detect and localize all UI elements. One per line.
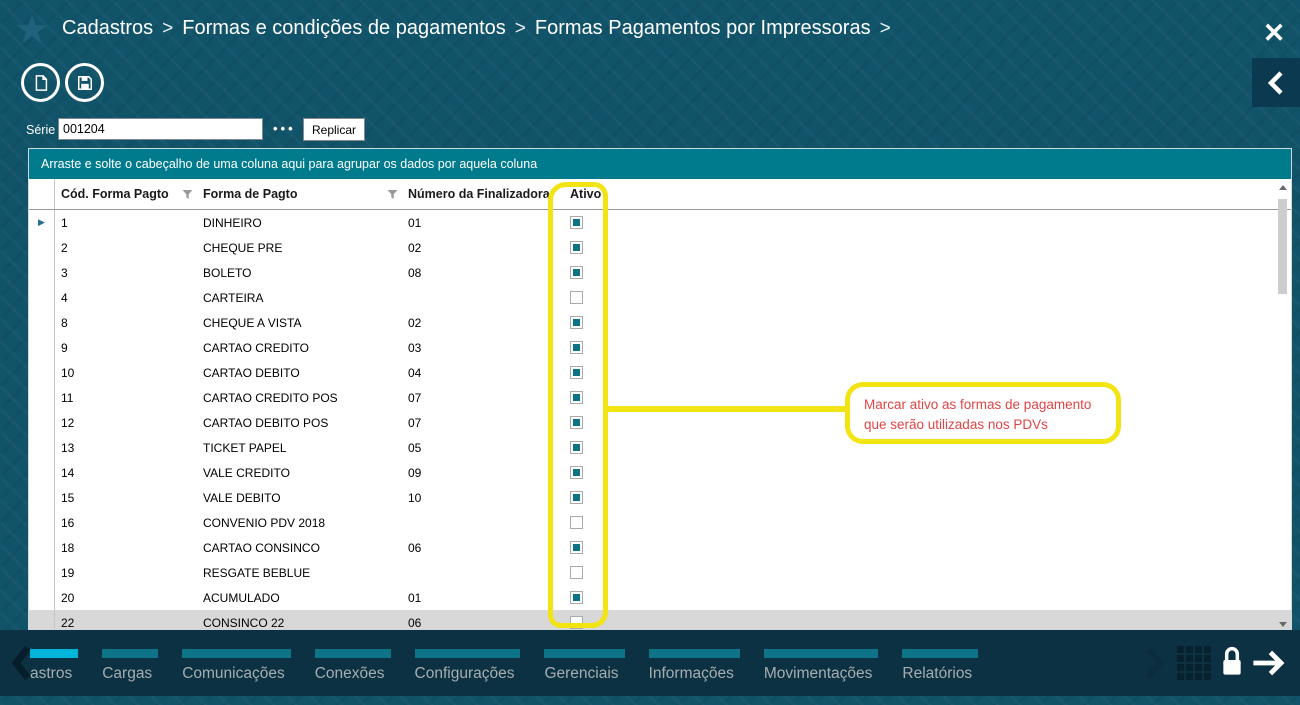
cell-numero-finalizadora: 07 (408, 390, 422, 405)
cell-cod-forma-pagto: 14 (61, 465, 75, 480)
cell-numero-finalizadora: 06 (408, 540, 422, 555)
breadcrumb-item[interactable]: Formas Pagamentos por Impressoras (534, 17, 871, 39)
cell-cod-forma-pagto: 16 (61, 515, 75, 530)
cell-cod-forma-pagto: 4 (61, 290, 68, 305)
row-indicator (29, 610, 55, 630)
annotation-text-line2: que serão utilizadas nos PDVs (864, 416, 1048, 432)
table-row[interactable] (29, 335, 1291, 360)
tab-label: Movimentações (763, 665, 873, 682)
annotation-connector-line (606, 406, 848, 412)
ativo-checkbox[interactable] (570, 216, 583, 229)
cell-cod-forma-pagto: 1 (61, 215, 68, 230)
bottom-tab-astros[interactable] (30, 649, 78, 683)
cell-numero-finalizadora: 09 (408, 465, 422, 480)
row-indicator (29, 310, 55, 335)
cell-cod-forma-pagto: 9 (61, 340, 68, 355)
row-indicator (29, 410, 55, 435)
tab-indicator-bar (315, 649, 391, 658)
bottom-navigation-bar (0, 630, 1300, 696)
table-row[interactable] (29, 485, 1291, 510)
breadcrumb-separator: > (514, 17, 526, 39)
cell-ativo (564, 291, 624, 304)
forward-arrow-icon[interactable] (1250, 646, 1288, 685)
table-row[interactable] (29, 560, 1291, 585)
bottom-tab-relatorios[interactable] (902, 649, 978, 683)
column-header-forma-de-pagto[interactable]: Forma de Pagto (197, 187, 402, 201)
column-header-cod-forma-pagto[interactable]: Cód. Forma Pagto (55, 187, 197, 201)
cell-forma-de-pagto: CARTEIRA (203, 290, 264, 305)
ativo-checkbox[interactable] (570, 491, 583, 504)
cell-cod-forma-pagto: 18 (61, 540, 75, 555)
cell-numero-finalizadora: 06 (408, 615, 422, 630)
cell-cod-forma-pagto: 13 (61, 440, 75, 455)
ativo-checkbox[interactable] (570, 241, 583, 254)
cell-ativo (564, 616, 624, 629)
bottom-tab-comunicacoes[interactable] (182, 649, 291, 683)
breadcrumb-item[interactable]: Cadastros (62, 17, 154, 39)
collapse-panel-button[interactable] (1252, 58, 1300, 107)
cell-cod-forma-pagto: 10 (61, 365, 75, 380)
cell-numero-finalizadora: 02 (408, 315, 422, 330)
cell-forma-de-pagto: CHEQUE A VISTA (203, 315, 302, 330)
bottom-tab-gerenciais[interactable] (544, 649, 624, 683)
bottom-tab-conexoes[interactable] (315, 649, 391, 683)
vertical-scrollbar[interactable] (1277, 185, 1288, 627)
save-floppy-icon (75, 73, 95, 93)
serie-input[interactable] (58, 118, 263, 140)
cell-forma-de-pagto: VALE CREDITO (203, 465, 290, 480)
cell-forma-de-pagto: CARTAO CREDITO POS (203, 390, 338, 405)
cell-cod-forma-pagto: 15 (61, 490, 75, 505)
ativo-checkbox[interactable] (570, 266, 583, 279)
tab-label: Gerenciais (544, 665, 619, 682)
cell-forma-de-pagto: CARTAO DEBITO POS (203, 415, 329, 430)
ativo-checkbox[interactable] (570, 616, 583, 629)
scrollbar-thumb[interactable] (1278, 199, 1287, 294)
cell-forma-de-pagto: ACUMULADO (203, 590, 280, 605)
filter-icon[interactable] (387, 189, 398, 200)
bottom-tab-movimentacoes[interactable] (764, 649, 879, 683)
cell-forma-de-pagto: CARTAO CONSINCO (203, 540, 320, 555)
cell-cod-forma-pagto: 20 (61, 590, 75, 605)
current-row-arrow-icon: ▶ (38, 217, 45, 227)
cell-ativo (564, 491, 624, 504)
table-row[interactable] (29, 210, 1291, 235)
scroll-up-icon[interactable] (1279, 185, 1287, 190)
ativo-checkbox[interactable] (570, 291, 583, 304)
replicar-button[interactable]: Replicar (303, 118, 365, 141)
save-button[interactable] (65, 63, 104, 102)
cell-forma-de-pagto: VALE DEBITO (203, 490, 281, 505)
cell-numero-finalizadora: 10 (408, 490, 422, 505)
cell-forma-de-pagto: BOLETO (203, 265, 252, 280)
table-row[interactable] (29, 585, 1291, 610)
tab-indicator-bar (649, 649, 740, 658)
cell-numero-finalizadora: 04 (408, 365, 422, 380)
cell-numero-finalizadora: 07 (408, 415, 422, 430)
cell-forma-de-pagto: CONSINCO 22 (203, 615, 285, 630)
cell-ativo (564, 441, 624, 454)
lookup-ellipsis-button[interactable]: ••• (273, 121, 296, 136)
cell-numero-finalizadora: 01 (408, 215, 422, 230)
cell-forma-de-pagto: TICKET PAPEL (203, 440, 287, 455)
table-row[interactable] (29, 610, 1291, 630)
cell-cod-forma-pagto: 2 (61, 240, 68, 255)
row-indicator (29, 260, 55, 285)
ativo-checkbox[interactable] (570, 441, 583, 454)
bottom-tabs (30, 649, 978, 683)
annotation-text-line1: Marcar ativo as formas de pagamento (864, 397, 1092, 412)
close-icon[interactable]: ✕ (1262, 18, 1286, 48)
cell-numero-finalizadora: 03 (408, 340, 422, 355)
cell-forma-de-pagto: DINHEIRO (203, 215, 262, 230)
table-row[interactable] (29, 235, 1291, 260)
tab-indicator-bar (30, 649, 78, 658)
tab-label: Relatórios (902, 665, 973, 682)
group-by-bar[interactable]: Arraste e solte o cabeçalho de uma coluna aqui para agrupar os dados por aquela coluna (29, 149, 1291, 179)
apps-grid-icon[interactable] (1177, 646, 1211, 680)
cell-numero-finalizadora: 02 (408, 240, 422, 255)
grid-header-row (29, 179, 1291, 210)
ativo-checkbox[interactable] (570, 566, 583, 579)
row-indicator (29, 485, 55, 510)
row-indicator (29, 385, 55, 410)
ativo-checkbox[interactable] (570, 541, 583, 554)
row-indicator (29, 460, 55, 485)
tab-label: Comunicações (182, 665, 285, 682)
cell-cod-forma-pagto: 19 (61, 565, 75, 580)
lock-icon[interactable] (1216, 644, 1248, 685)
cell-ativo (564, 391, 624, 404)
breadcrumb-item[interactable]: Formas e condições de pagamentos (182, 17, 506, 39)
cell-ativo (564, 566, 624, 579)
row-indicator (29, 285, 55, 310)
row-indicator (29, 360, 55, 385)
cell-ativo (564, 266, 624, 279)
tab-indicator-bar (764, 649, 879, 658)
table-row[interactable] (29, 310, 1291, 335)
row-indicator (29, 210, 55, 235)
cell-forma-de-pagto: CONVENIO PDV 2018 (203, 515, 326, 530)
cell-ativo (564, 416, 624, 429)
row-indicator (29, 560, 55, 585)
cell-ativo (564, 316, 624, 329)
tab-indicator-bar (902, 649, 978, 658)
cell-ativo (564, 591, 624, 604)
ativo-checkbox[interactable] (570, 316, 583, 329)
tab-label: Configurações (414, 665, 515, 682)
table-row[interactable] (29, 285, 1291, 310)
cell-ativo (564, 516, 624, 529)
column-header-ativo[interactable]: Ativo (570, 187, 602, 201)
nav-scroll-right-icon[interactable] (1143, 646, 1165, 685)
tab-label: Cargas (102, 665, 153, 682)
cell-forma-de-pagto: CHEQUE PRE (203, 240, 283, 255)
column-header-numero-finalizadora[interactable]: Número da Finalizadora (408, 187, 550, 201)
ativo-checkbox[interactable] (570, 591, 583, 604)
ativo-checkbox[interactable] (570, 391, 583, 404)
cell-ativo (564, 341, 624, 354)
bottom-tab-cargas[interactable] (102, 649, 158, 683)
header-indicator-cell (29, 179, 55, 209)
breadcrumb-separator: > (879, 17, 891, 39)
chevron-left-icon (1265, 70, 1287, 96)
row-indicator (29, 510, 55, 535)
ativo-checkbox[interactable] (570, 416, 583, 429)
tab-indicator-bar (544, 649, 624, 658)
table-row[interactable] (29, 535, 1291, 560)
tab-label: astros (30, 665, 73, 682)
ativo-checkbox[interactable] (570, 341, 583, 354)
cell-ativo (564, 241, 624, 254)
cell-ativo (564, 216, 624, 229)
row-indicator (29, 585, 55, 610)
cell-cod-forma-pagto: 12 (61, 415, 75, 430)
cell-cod-forma-pagto: 3 (61, 265, 68, 280)
bottom-tab-informacoes[interactable] (649, 649, 740, 683)
cell-numero-finalizadora: 08 (408, 265, 422, 280)
cell-cod-forma-pagto: 22 (61, 615, 75, 630)
tab-indicator-bar (182, 649, 291, 658)
tab-indicator-bar (102, 649, 158, 658)
annotation-callout (845, 382, 1121, 444)
ativo-checkbox[interactable] (570, 366, 583, 379)
cell-numero-finalizadora: 05 (408, 440, 422, 455)
table-row[interactable] (29, 260, 1291, 285)
cell-forma-de-pagto: CARTAO DEBITO (203, 365, 300, 380)
new-record-button[interactable] (21, 63, 60, 102)
favorite-star-icon[interactable]: ★ (14, 8, 50, 52)
cell-numero-finalizadora: 01 (408, 590, 422, 605)
cell-ativo (564, 466, 624, 479)
bottom-tab-configuracoes[interactable] (415, 649, 521, 683)
table-row[interactable] (29, 510, 1291, 535)
ativo-checkbox[interactable] (570, 466, 583, 479)
row-indicator (29, 535, 55, 560)
cell-ativo (564, 366, 624, 379)
table-row[interactable] (29, 460, 1291, 485)
tab-label: Conexões (314, 665, 385, 682)
tab-label: Informações (648, 665, 734, 682)
serie-label: Série (26, 123, 56, 137)
scroll-down-icon[interactable] (1279, 622, 1287, 627)
cell-forma-de-pagto: CARTAO CREDITO (203, 340, 310, 355)
cell-forma-de-pagto: RESGATE BEBLUE (203, 565, 311, 580)
cell-cod-forma-pagto: 8 (61, 315, 68, 330)
new-document-icon (31, 73, 51, 93)
row-indicator (29, 235, 55, 260)
row-indicator (29, 435, 55, 460)
cell-ativo (564, 541, 624, 554)
cell-cod-forma-pagto: 11 (61, 390, 74, 405)
row-indicator (29, 335, 55, 360)
breadcrumb-separator: > (162, 17, 174, 39)
breadcrumb[interactable] (62, 17, 900, 40)
filter-icon[interactable] (182, 189, 193, 200)
tab-indicator-bar (415, 649, 521, 658)
ativo-checkbox[interactable] (570, 516, 583, 529)
